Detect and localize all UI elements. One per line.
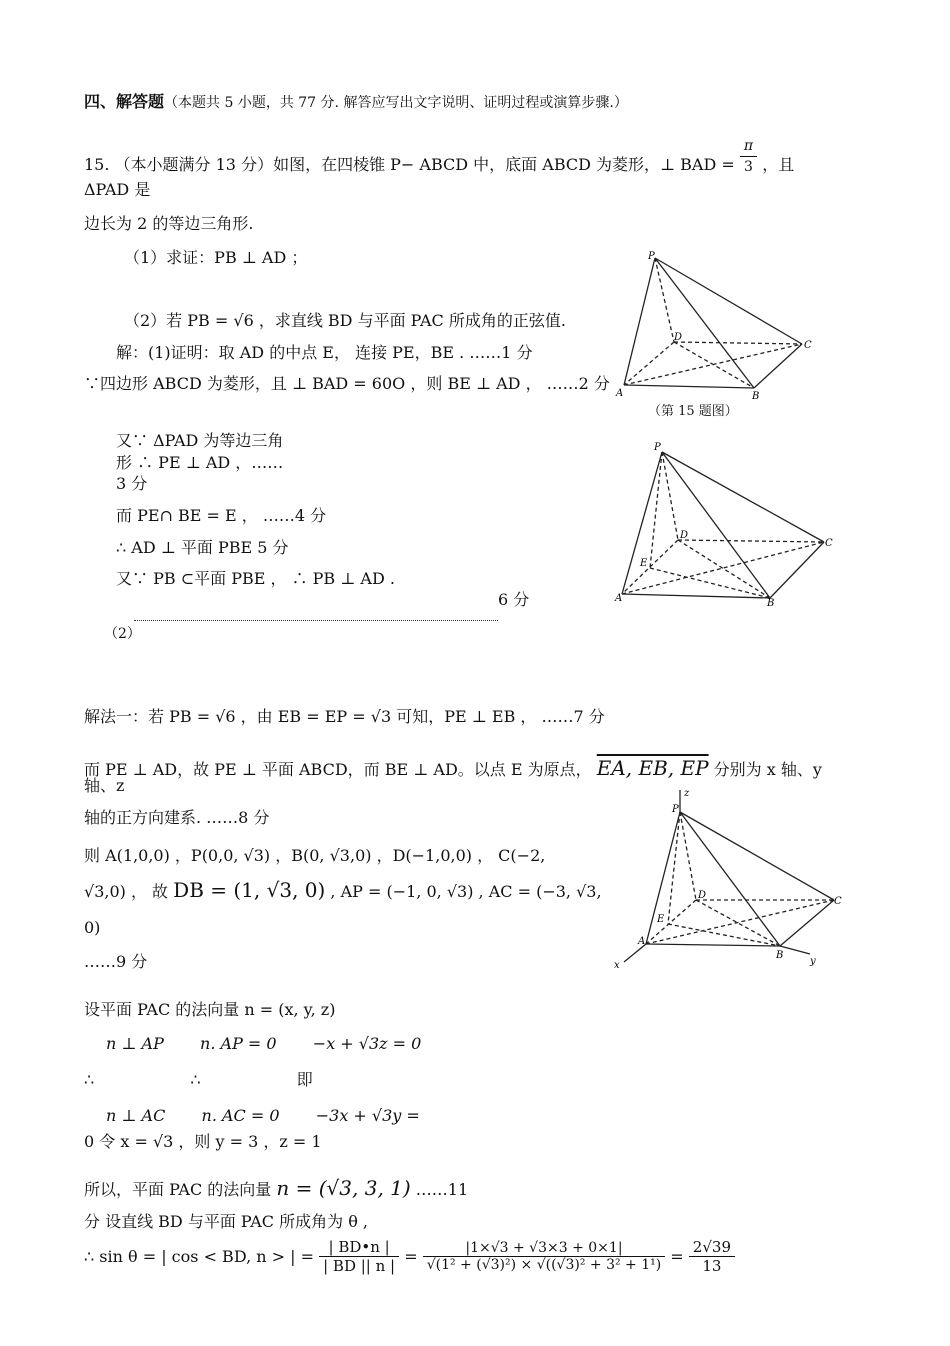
system-cond: n ⊥ AP [106, 1034, 164, 1053]
figure-3-axes [610, 786, 840, 972]
problem-line-1 [84, 138, 795, 177]
formula-lhs: ∴ sin θ = | cos < BD, n > | = [84, 1247, 315, 1266]
normal-vector-result [84, 1178, 468, 1200]
label-C: C [834, 896, 842, 907]
problem-line-2: ΔPAD 是 [84, 180, 151, 199]
system-cond: n. AC = 0 [201, 1106, 280, 1125]
sine-formula [84, 1238, 735, 1275]
solution-step-5: 3 分 [116, 474, 148, 493]
frac-den: 3 [744, 159, 753, 175]
frac-num: π [740, 136, 757, 157]
formula-frac-3 [689, 1238, 735, 1275]
system-row-2 [106, 1106, 420, 1126]
method-line-2 [84, 758, 822, 780]
therefore-symbol: ∴ [190, 1070, 201, 1089]
solution-step-3: 又∵ ΔPAD 为等边三角 [116, 431, 284, 450]
score-9: ……9 分 [84, 952, 148, 971]
section-title: 四、解答题 [84, 92, 165, 111]
problem-text: 15. （本小题满分 13 分）如图，在四棱锥 P− ABCD 中，底面 ABCD 为菱形，⊥ BAD = [84, 155, 735, 174]
frac-den: | BD || n | [323, 1257, 396, 1275]
solution-step-8: 又∵ PB ⊂平面 PBE ， ∴ PB ⊥ AD . [116, 569, 395, 588]
label-D: D [698, 890, 707, 901]
method-text: 所以，平面 PAC 的法向量 [84, 1180, 272, 1199]
equals-sign: = [670, 1247, 684, 1266]
therefore-symbol: ∴ [84, 1070, 95, 1089]
method-line-1: 解法一：若 PB = √6 ，由 EB = EP = √3 可知，PE ⊥ EB ， ……7 分 [84, 707, 605, 726]
system-cond: n. AP = 0 [200, 1034, 277, 1053]
vectors-line [84, 880, 602, 902]
method-text: 而 PE ⊥ AD，故 PE ⊥ 平面 ABCD，而 BE ⊥ AD。以点 E 为原点， [84, 760, 592, 779]
label-P: P [672, 804, 679, 815]
formula-frac-2 [423, 1240, 666, 1273]
method-text: , AP = (−1, 0, √3) , AC = (−3, √3, [330, 882, 602, 901]
problem-text: ，且 [762, 155, 795, 174]
system-row-1 [106, 1034, 421, 1054]
frac-num: | BD•n | [319, 1238, 399, 1257]
label-C: C [825, 538, 833, 549]
vector-db: DB = (1, √3, 0) [173, 878, 326, 902]
solution-step-1: 解：(1)证明：取 AD 的中点 E， 连接 PE，BE . ……1 分 [116, 343, 533, 362]
frac-den: 13 [702, 1257, 722, 1275]
label-P: P [654, 442, 661, 453]
label-A: A [615, 593, 623, 604]
method-text: ……11 [415, 1180, 469, 1199]
label-D: D [680, 530, 689, 541]
part-2-label: （2） [104, 626, 141, 642]
label-P: P [648, 251, 655, 262]
system-eq: −3x + √3y = [315, 1106, 420, 1125]
section-note: （本题共 5 小题，共 77 分. 解答应写出文字说明、证明过程或演算步骤.） [164, 95, 628, 111]
angle-setup: 分 设直线 BD 与平面 PAC 所成角为 θ , [84, 1212, 369, 1231]
label-A: A [638, 936, 646, 947]
solve-line: 0 令 x = √3 ，则 y = 3 ，z = 1 [84, 1132, 322, 1151]
label-D: D [674, 332, 683, 343]
solution-step-7: ∴ AD ⊥ 平面 PBE 5 分 [116, 538, 289, 557]
problem-line-3: 边长为 2 的等边三角形. [84, 214, 254, 233]
method-line-2b: 轴、z [84, 776, 125, 795]
vectors-line-end: 0) [84, 918, 101, 937]
normal-vector-setup: 设平面 PAC 的法向量 n = (x, y, z) [84, 1000, 336, 1019]
coordinates-line: 则 A(1,0,0) ，P(0,0, √3) ，B(0, √3,0) ，D(−1,0,0) ， C(−2, [84, 846, 546, 865]
system-eq: −x + √3z = 0 [312, 1034, 422, 1053]
label-z: z [684, 788, 690, 799]
normal-vector: n = (√3, 3, 1) [276, 1176, 411, 1200]
label-x: x [614, 960, 620, 971]
frac-num: |1×√3 + √3×3 + 0×1| [423, 1240, 666, 1257]
section-header [84, 92, 628, 113]
label-E: E [657, 914, 665, 925]
equals-sign: = [404, 1247, 418, 1266]
method-line-3: 轴的正方向建系. ……8 分 [84, 808, 270, 827]
axis-vectors: EA, EB, EP [596, 756, 709, 780]
system-braces [84, 1070, 313, 1090]
label-B: B [776, 950, 784, 961]
method-text: 分别为 x 轴、y [713, 760, 822, 779]
label-y: y [810, 956, 816, 967]
solution-step-9: 6 分 [498, 590, 530, 609]
method-text: √3,0) ， 故 [84, 882, 169, 901]
system-cond: n ⊥ AC [106, 1106, 166, 1125]
solution-step-6: 而 PE∩ BE = E ， ……4 分 [116, 506, 327, 525]
label-A: A [616, 388, 624, 399]
formula-frac-1 [319, 1238, 399, 1275]
dotted-leader [134, 620, 498, 621]
label-C: C [804, 340, 812, 351]
pi-over-3 [740, 136, 757, 177]
question-2: （2）若 PB = √6 ，求直线 BD 与平面 PAC 所成角的正弦值. [124, 311, 566, 330]
solution-step-2: ∵四边形 ABCD 为菱形，且 ⊥ BAD = 60O ，则 BE ⊥ AD ， ……2 分 [84, 374, 610, 393]
frac-num: 2√39 [689, 1238, 735, 1257]
system-connector: 即 [296, 1070, 313, 1089]
label-E: E [640, 558, 648, 569]
frac-den: √(1² + (√3)²) × √((√3)² + 3² + 1¹) [426, 1257, 662, 1273]
figure-caption: （第 15 题图） [648, 404, 738, 419]
label-B: B [752, 391, 760, 402]
label-B: B [767, 598, 775, 609]
figure-1 [612, 250, 822, 400]
solution-step-4: 形 ∴ PE ⊥ AD ，…… [116, 453, 284, 472]
figure-2 [612, 436, 837, 609]
question-1: （1）求证：PB ⊥ AD ； [124, 248, 308, 267]
